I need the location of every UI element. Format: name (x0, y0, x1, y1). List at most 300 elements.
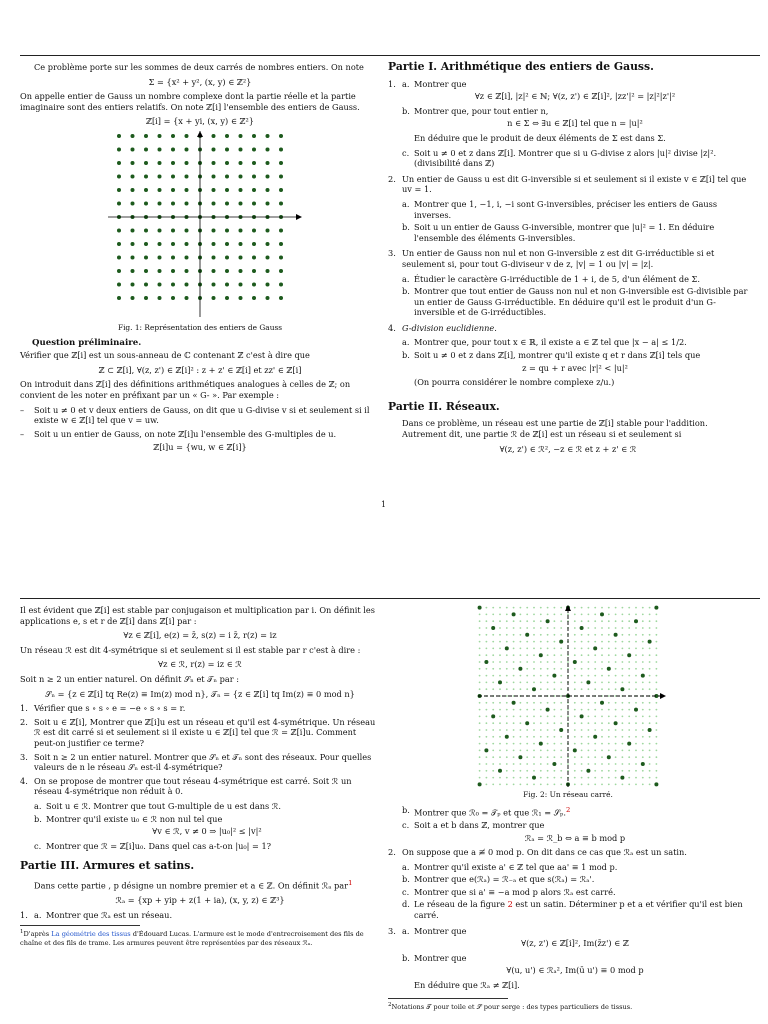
grid-point (642, 736, 644, 738)
grid-point (635, 641, 637, 643)
grid-point (526, 784, 528, 786)
grid-point (554, 641, 556, 643)
grid-point (486, 777, 488, 779)
grid-point (601, 607, 603, 609)
lattice-point (252, 174, 256, 178)
grid-point (486, 620, 488, 622)
grid-point (533, 763, 535, 765)
grid-point (513, 675, 515, 677)
grid-point (594, 770, 596, 772)
lattice-point (252, 255, 256, 259)
satin-point (546, 619, 550, 623)
grid-point (554, 627, 556, 629)
grid-point (608, 729, 610, 731)
grid-point (479, 750, 481, 752)
grid-point (656, 709, 658, 711)
grid-point (492, 702, 494, 704)
lattice-point (171, 201, 175, 205)
grid-point (635, 675, 637, 677)
q1a-formula: ∀z ∈ ℤ[i], |z|² ∈ ℕ; ∀(z, z') ∈ ℤ[i]², |zz'|² = |z|²|z'|² (474, 91, 676, 102)
lattice-point (131, 201, 135, 205)
sub-text: Montrer que si a' ≡ −a mod p alors ℛₐ est carré. (414, 886, 616, 897)
grid-point (574, 777, 576, 779)
lattice-point (144, 134, 148, 138)
grid-point (486, 729, 488, 731)
lattice-point (279, 228, 283, 232)
grid-point (574, 627, 576, 629)
grid-point (526, 743, 528, 745)
page2-right-column (388, 605, 748, 1011)
grid-point (574, 709, 576, 711)
satin-point (614, 721, 618, 725)
grid-point (628, 688, 630, 690)
grid-point (594, 668, 596, 670)
grid-point (615, 709, 617, 711)
footnote-link[interactable]: La géométrie des tissus (51, 930, 131, 939)
grid-point (601, 627, 603, 629)
grid-point (547, 784, 549, 786)
question-1b (402, 106, 748, 117)
grid-point (486, 682, 488, 684)
satin-point (552, 762, 556, 766)
lattice-point (171, 188, 175, 192)
grid-point (608, 722, 610, 724)
question-3a (402, 274, 748, 285)
satin-point (512, 701, 516, 705)
grid-point (601, 648, 603, 650)
grid-point (486, 607, 488, 609)
grid-point (547, 763, 549, 765)
grid-point (581, 614, 583, 616)
grid-point (486, 702, 488, 704)
grid-point (533, 614, 535, 616)
grid-point (533, 743, 535, 745)
grid-point (649, 648, 651, 650)
grid-point (594, 729, 596, 731)
lattice-point (279, 296, 283, 300)
grid-point (499, 614, 501, 616)
grid-point (601, 709, 603, 711)
grid-point (520, 607, 522, 609)
satin-point (559, 640, 563, 644)
grid-point (581, 729, 583, 731)
grid-point (574, 736, 576, 738)
lattice-point (279, 269, 283, 273)
satin-point (552, 674, 556, 678)
sn-formula: 𝒮ₙ = {z ∈ ℤ[i] tq Re(z) ≡ Im(z) mod n}, 𝒯ₙ = {z ∈ ℤ[i] tq Im(z) ≡ 0 mod n} (45, 688, 355, 699)
p2-question-4c (34, 841, 380, 852)
grid-point (649, 743, 651, 745)
grid-point (601, 763, 603, 765)
grid-point (594, 743, 596, 745)
figure-ref-link[interactable]: 2 (507, 899, 513, 910)
grid-point (526, 668, 528, 670)
sub-text: Montrer que ℛ = ℤ[i]u₀. Dans quel cas a-t-on |u₀| = 1? (46, 840, 272, 851)
grid-point (492, 777, 494, 779)
sub-text: Soit u un entier de Gauss G-inversible, montrer que |u|² = 1. En déduire l'ensemble des éléments G-inversibles. (414, 222, 715, 243)
lattice-point (144, 188, 148, 192)
grid-point (513, 634, 515, 636)
grid-point (492, 634, 494, 636)
grid-point (656, 620, 658, 622)
grid-point (628, 648, 630, 650)
grid-point (540, 620, 542, 622)
q4b-formula: z = qu + r avec |r|² < |u|² (522, 362, 628, 373)
lattice-point (252, 134, 256, 138)
grid-point (581, 709, 583, 711)
grid-point (649, 777, 651, 779)
grid-point (533, 641, 535, 643)
grid-point (642, 716, 644, 718)
grid-point (533, 668, 535, 670)
lattice-point (185, 147, 189, 151)
satin-point (505, 646, 509, 650)
sub-label: b. (402, 804, 410, 815)
grid-point (642, 688, 644, 690)
grid-point (526, 614, 528, 616)
satin-point (620, 776, 624, 780)
p3q2d-text: est un satin. Déterminer p et a et vérifier qu'il est bien carré. (414, 899, 743, 921)
grid-point (628, 777, 630, 779)
grid-point (615, 648, 617, 650)
grid-point (533, 620, 535, 622)
question-number: 3. (388, 248, 396, 259)
lattice-point (144, 282, 148, 286)
p3-question-2b (402, 874, 748, 885)
grid-point (520, 614, 522, 616)
grid-point (560, 743, 562, 745)
grid-point (486, 716, 488, 718)
footnote2-marker[interactable]: 2 (565, 805, 571, 814)
satin-point (518, 755, 522, 759)
lattice-point (171, 134, 175, 138)
grid-point (594, 607, 596, 609)
grid-point (649, 675, 651, 677)
grid-point (574, 722, 576, 724)
grid-point (649, 634, 651, 636)
grid-point (540, 702, 542, 704)
grid-point (486, 668, 488, 670)
question-number: 3. (388, 925, 396, 936)
grid-point (486, 634, 488, 636)
p2-question-4b (34, 814, 380, 825)
grid-point (479, 654, 481, 656)
question-number: 2. (20, 716, 28, 727)
grid-point (649, 607, 651, 609)
grid-point (540, 607, 542, 609)
grid-point (642, 620, 644, 622)
grid-point (513, 648, 515, 650)
grid-point (547, 668, 549, 670)
grid-point (635, 654, 637, 656)
grid-point (574, 743, 576, 745)
grid-point (649, 722, 651, 724)
grid-point (656, 641, 658, 643)
grid-point (560, 695, 562, 697)
satin-point (586, 680, 590, 684)
grid-point (513, 729, 515, 731)
question-number: 1. (20, 703, 28, 714)
lattice-point (266, 296, 270, 300)
grid-point (608, 641, 610, 643)
grid-point (554, 750, 556, 752)
lattice-point (144, 147, 148, 151)
lattice-point (212, 188, 216, 192)
grid-point (554, 736, 556, 738)
grid-point (560, 770, 562, 772)
grid-point (574, 763, 576, 765)
grid-point (601, 682, 603, 684)
question-2a (402, 199, 748, 220)
grid-point (642, 750, 644, 752)
page1-right-column (388, 62, 748, 458)
grid-point (492, 709, 494, 711)
grid-point (628, 763, 630, 765)
grid-point (547, 654, 549, 656)
grid-point (581, 722, 583, 724)
part2-text: Dans ce problème, un réseau est une partie de ℤ[i] stable pour l'addition. Autrement dit, une partie ℛ de ℤ[i] est un réseau si et seulement si (402, 418, 708, 440)
grid-point (622, 614, 624, 616)
grid-point (581, 702, 583, 704)
x-axis-arrow-icon (296, 214, 302, 220)
grid-point (635, 750, 637, 752)
p3q3a-formula: ∀(z, z') ∈ ℤ[i]², Im(z̄z') ∈ ℤ (521, 938, 629, 949)
grid-point (608, 634, 610, 636)
lattice-point (225, 201, 229, 205)
grid-point (533, 750, 535, 752)
grid-point (588, 620, 590, 622)
satin-point (539, 742, 543, 746)
grid-point (526, 729, 528, 731)
satin-point (641, 674, 645, 678)
grid-point (588, 654, 590, 656)
sub-text: Montrer qu'il existe a' ∈ ℤ tel que aa' ≡ 1 mod p. (414, 861, 618, 872)
question-3 (388, 248, 748, 320)
satin-point (614, 633, 618, 637)
grid-point (594, 777, 596, 779)
lattice-point (171, 269, 175, 273)
lattice-point (131, 269, 135, 273)
lattice-point (252, 188, 256, 192)
lattice-point (171, 161, 175, 165)
grid-point (520, 661, 522, 663)
grid-point (513, 688, 515, 690)
satin-point (539, 653, 543, 657)
grid-point (601, 716, 603, 718)
grid-point (581, 620, 583, 622)
grid-point (649, 750, 651, 752)
grid-point (554, 688, 556, 690)
grid-point (628, 634, 630, 636)
grid-point (635, 722, 637, 724)
grid-point (649, 627, 651, 629)
grid-point (547, 675, 549, 677)
grid-point (506, 675, 508, 677)
lattice-point (225, 296, 229, 300)
grid-point (628, 702, 630, 704)
grid-point (615, 614, 617, 616)
grid-point (486, 736, 488, 738)
grid-point (581, 750, 583, 752)
sub-text: Soit a et b dans ℤ, montrer que (414, 819, 545, 830)
grid-point (608, 607, 610, 609)
grid-point (588, 641, 590, 643)
grid-point (554, 654, 556, 656)
figure-square-lattice (388, 605, 748, 790)
lattice-point (144, 161, 148, 165)
grid-point (479, 702, 481, 704)
lattice-point (158, 269, 162, 273)
grid-point (560, 709, 562, 711)
grid-point (628, 675, 630, 677)
grid-point (601, 654, 603, 656)
grid-point (486, 709, 488, 711)
question-text: On se propose de montrer que tout réseau 4-symétrique est carré. Soit ℛ un réseau 4-symétrique non réduit à 0. (34, 775, 352, 797)
grid-point (635, 716, 637, 718)
grid-point (581, 641, 583, 643)
footnote-rule (20, 925, 140, 926)
satin-point (593, 735, 597, 739)
grid-point (635, 784, 637, 786)
grid-point (635, 648, 637, 650)
question-text: Vérifier que s ∘ s ∘ e = −e ∘ s ∘ s = r. (34, 703, 186, 714)
grid-point (513, 654, 515, 656)
grid-point (526, 641, 528, 643)
lattice-point (158, 242, 162, 246)
bullet-icon: – (20, 428, 25, 439)
grid-point (560, 620, 562, 622)
y-axis-arrow-icon (565, 605, 571, 611)
grid-point (649, 709, 651, 711)
grid-point (513, 661, 515, 663)
grid-point (486, 722, 488, 724)
grid-point (594, 682, 596, 684)
satin-point (532, 776, 536, 780)
lattice-point (185, 161, 189, 165)
grid-point (547, 702, 549, 704)
grid-point (486, 756, 488, 758)
grid-point (588, 702, 590, 704)
grid-point (649, 756, 651, 758)
lattice-point (225, 188, 229, 192)
grid-point (622, 641, 624, 643)
grid-point (479, 736, 481, 738)
grid-point (649, 702, 651, 704)
grid-point (581, 648, 583, 650)
grid-point (594, 756, 596, 758)
sub-label: b. (402, 105, 410, 116)
grid-point (649, 770, 651, 772)
lattice-point (279, 134, 283, 138)
grid-point (554, 722, 556, 724)
grid-point (533, 709, 535, 711)
grid-point (520, 729, 522, 731)
lattice-point (171, 242, 175, 246)
sub-text: Montrer que, pour tout entier n, (414, 105, 549, 116)
figure1-caption: Fig. 1: Représentation des entiers de Gauss (117, 322, 283, 332)
lattice-point (144, 242, 148, 246)
lattice-point (279, 188, 283, 192)
grid-point (547, 688, 549, 690)
grid-point (513, 716, 515, 718)
grid-point (520, 675, 522, 677)
grid-point (622, 729, 624, 731)
sub-label: a. (402, 78, 410, 89)
lattice-point (117, 296, 121, 300)
grid-point (554, 668, 556, 670)
grid-point (615, 661, 617, 663)
grid-point (622, 743, 624, 745)
grid-point (499, 620, 501, 622)
grid-point (656, 729, 658, 731)
grid-point (635, 702, 637, 704)
sub-text: Montrer que tout entier de Gauss non nul et non G-inversible est G-divisible par un entier de Gauss G-irréductible. En déduire qu'il est le produit d'un G-inversible et de G-irréductibles. (414, 286, 748, 318)
grid-point (499, 607, 501, 609)
grid-point (499, 661, 501, 663)
sub-text: Montrer que ℛₐ est un réseau. (46, 909, 173, 920)
sub-text: Montrer que (414, 952, 467, 963)
grid-point (520, 777, 522, 779)
grid-point (540, 648, 542, 650)
q1b-deduce: En déduire que le produit de deux éléments de Σ est dans Σ. (414, 132, 666, 143)
lattice-point (225, 269, 229, 273)
grid-point (642, 770, 644, 772)
grid-point (628, 661, 630, 663)
grid-point (608, 682, 610, 684)
footnote-text: D'après (23, 930, 52, 939)
footnote1-marker[interactable]: 1 (348, 878, 353, 887)
satin-point (580, 626, 584, 630)
definitions-intro: On introduit dans ℤ[i] des définitions arithmétiques analogues à celles de ℤ; on convient de les noter en préfixant par un « G- ». Par exemple : (20, 379, 351, 400)
grid-point (601, 729, 603, 731)
grid-point (499, 743, 501, 745)
grid-point (642, 654, 644, 656)
symmetric-formula: ∀z ∈ ℛ, r(z) = iz ∈ ℛ (158, 659, 242, 670)
grid-point (526, 675, 528, 677)
grid-point (492, 668, 494, 670)
lattice-point (171, 282, 175, 286)
grid-point (608, 688, 610, 690)
grid-point (513, 627, 515, 629)
grid-point (506, 770, 508, 772)
satin-point (607, 667, 611, 671)
grid-point (594, 620, 596, 622)
satin-point (580, 714, 584, 718)
satin-point (607, 755, 611, 759)
grid-point (486, 688, 488, 690)
lattice-point (185, 228, 189, 232)
lattice-point (144, 228, 148, 232)
grid-point (628, 627, 630, 629)
grid-point (594, 784, 596, 786)
grid-point (628, 722, 630, 724)
grid-point (547, 777, 549, 779)
grid-point (506, 627, 508, 629)
grid-point (635, 777, 637, 779)
grid-point (622, 709, 624, 711)
grid-point (622, 722, 624, 724)
grid-point (615, 620, 617, 622)
grid-point (533, 702, 535, 704)
question-text: Soit n ≥ 2 un entier naturel. Montrer que 𝒮ₙ et 𝒯ₙ sont des réseaux. Pour quelles valeurs de n le réseau 𝒮ₙ est-il 4-symétrique? (34, 751, 372, 773)
grid-point (581, 736, 583, 738)
grid-point (492, 729, 494, 731)
part3-text (20, 878, 380, 891)
grid-point (628, 736, 630, 738)
grid-point (588, 736, 590, 738)
grid-point (635, 756, 637, 758)
grid-point (520, 627, 522, 629)
